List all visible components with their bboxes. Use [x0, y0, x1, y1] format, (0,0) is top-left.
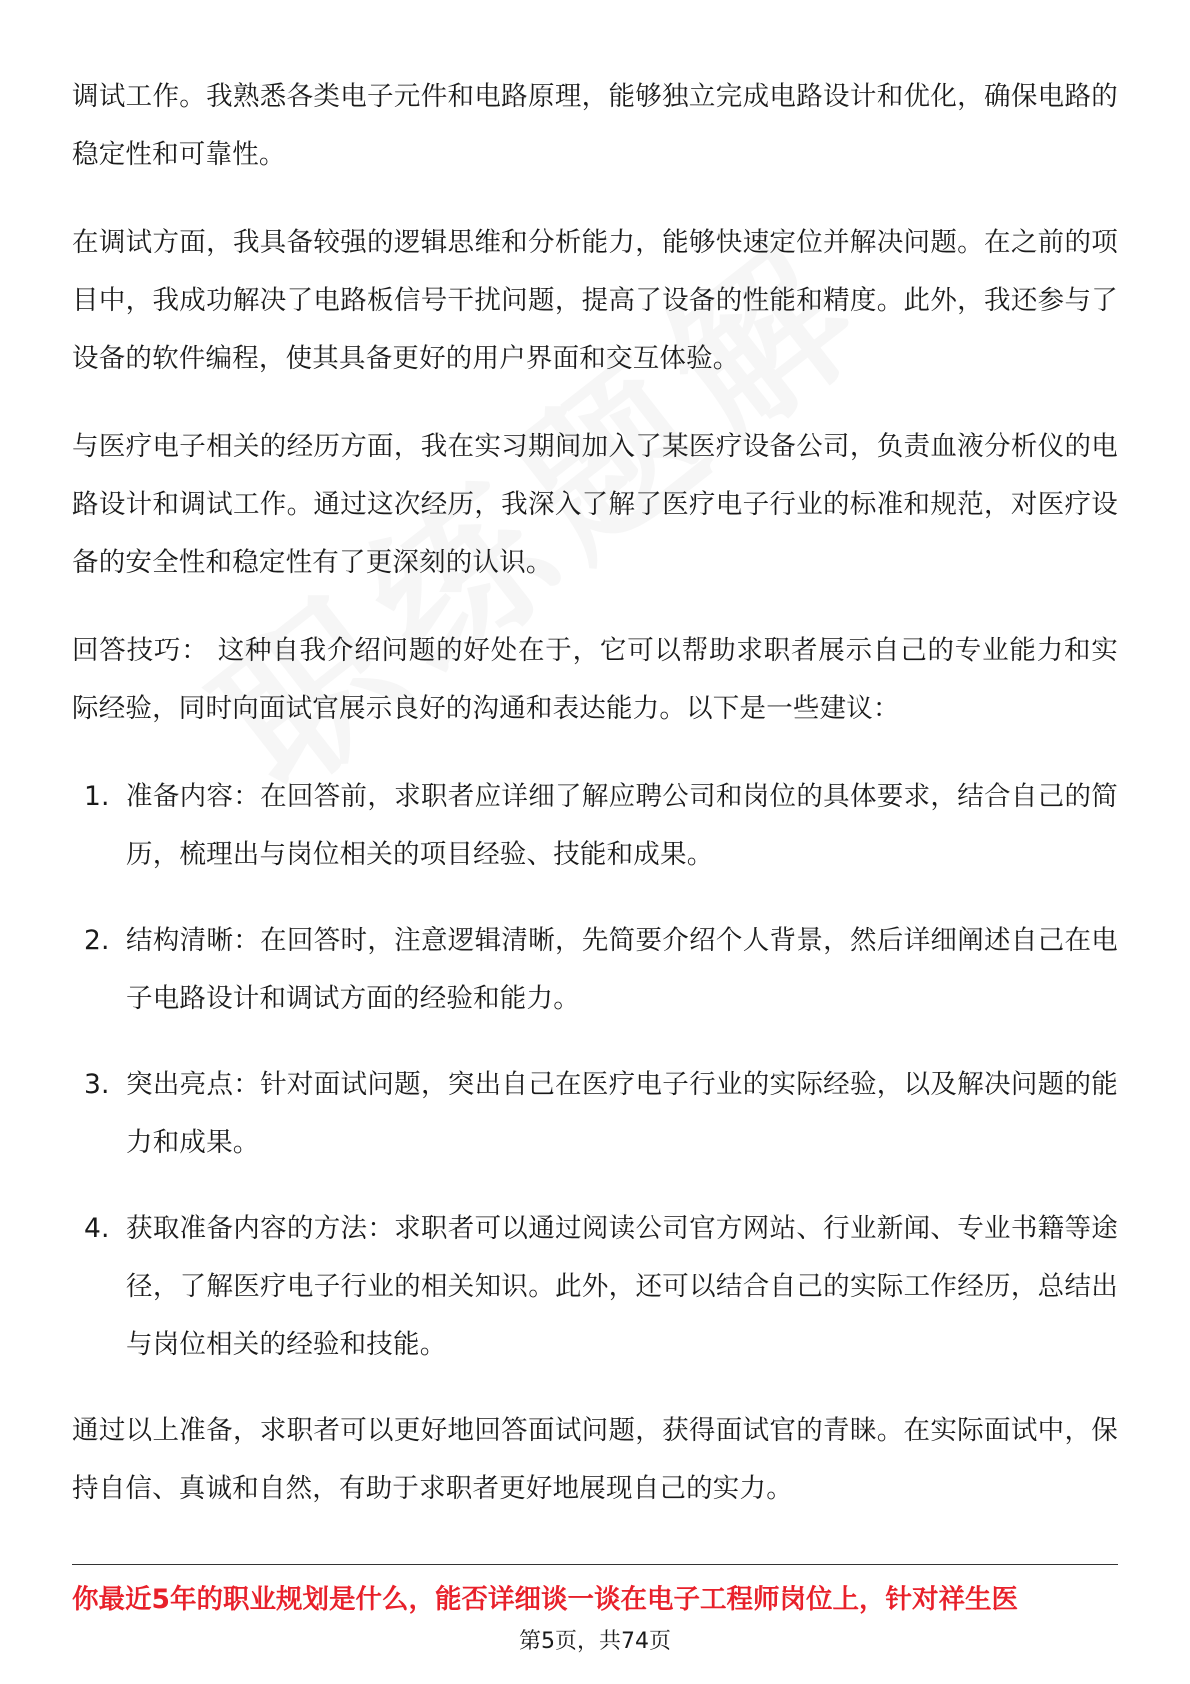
next-question-heading: 你最近5年的职业规划是什么，能否详细谈一谈在电子工程师岗位上，针对祥生医 [72, 1584, 1018, 1615]
list-text: 结构清晰：在回答时，注意逻辑清晰，先简要介绍个人背景，然后详细阐述自己在电子电路设计和调试方面的经验和能力。 [126, 925, 1118, 1014]
list-text: 准备内容：在回答前，求职者应详细了解应聘公司和岗位的具体要求，结合自己的简历，梳理出与岗位相关的项目经验、技能和成果。 [126, 781, 1118, 870]
list-item [72, 1056, 1118, 1172]
page-number: 第5页，共74页 [519, 1629, 671, 1654]
paragraph-tips: 回答技巧： 这种自我介绍问题的好处在于，它可以帮助求职者展示自己的专业能力和实际经验，同时向面试官展示良好的沟通和表达能力。以下是一些建议： [72, 635, 1118, 724]
page-content [72, 68, 1118, 1548]
list-text: 突出亮点：针对面试问题，突出自己在医疗电子行业的实际经验，以及解决问题的能力和成果。 [126, 1069, 1118, 1158]
list-number: 3. [84, 1069, 110, 1100]
list-number: 1. [84, 781, 110, 812]
paragraph-3: 与医疗电子相关的经历方面，我在实习期间加入了某医疗设备公司，负责血液分析仪的电路设计和调试工作。通过这次经历，我深入了解了医疗电子行业的标准和规范，对医疗设备的安全性和稳定性有了更深刻的认识。 [72, 431, 1118, 578]
list-item [72, 1200, 1118, 1374]
suggestion-list [72, 768, 1118, 1374]
list-number: 2. [84, 925, 110, 956]
paragraph-conclusion: 通过以上准备，求职者可以更好地回答面试问题，获得面试官的青睐。在实际面试中，保持自信、真诚和自然，有助于求职者更好地展现自己的实力。 [72, 1415, 1118, 1504]
list-item [72, 912, 1118, 1028]
footer-divider [72, 1564, 1118, 1565]
list-number: 4. [84, 1213, 110, 1244]
paragraph-2: 在调试方面，我具备较强的逻辑思维和分析能力，能够快速定位并解决问题。在之前的项目中，我成功解决了电路板信号干扰问题，提高了设备的性能和精度。此外，我还参与了设备的软件编程，使其具备更好的用户界面和交互体验。 [72, 227, 1118, 374]
list-text: 获取准备内容的方法：求职者可以通过阅读公司官方网站、行业新闻、专业书籍等途径，了解医疗电子行业的相关知识。此外，还可以结合自己的实际工作经历，总结出与岗位相关的经验和技能。 [126, 1213, 1118, 1360]
list-item [72, 768, 1118, 884]
paragraph-1: 调试工作。我熟悉各类电子元件和电路原理，能够独立完成电路设计和优化，确保电路的稳定性和可靠性。 [72, 81, 1118, 170]
